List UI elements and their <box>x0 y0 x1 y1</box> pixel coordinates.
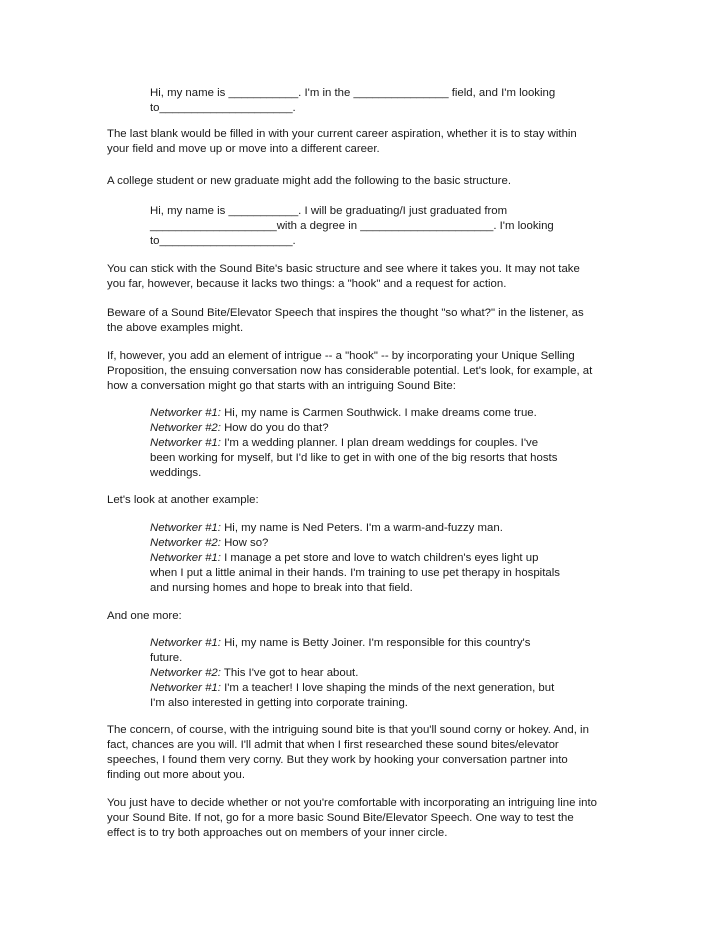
text-line: The last blank would be filled in with your current career aspiration, whether it is to stay within <box>107 128 577 140</box>
text-line: your Sound Bite. If not, go for a more basic Sound Bite/Elevator Speech. One way to test the <box>107 812 574 824</box>
speaker-label: Networker #1: <box>150 682 221 694</box>
dialog-line <box>150 536 590 551</box>
speaker-label: Networker #1: <box>150 522 221 534</box>
text-line: to_____________________. <box>150 102 296 114</box>
dialog-text: Hi, my name is Betty Joiner. I'm responsible for this country's <box>220 637 531 649</box>
text-line: A college student or new graduate might add the following to the basic structure. <box>107 175 511 187</box>
speaker-label: Networker #1: <box>150 437 221 449</box>
text-line: how a conversation might go that starts with an intriguing Sound Bite: <box>107 380 456 392</box>
dialog-text: How so? <box>220 537 269 549</box>
text-line: your field and move up or move into a different career. <box>107 143 380 155</box>
text-line: effect is to try both approaches out on members of your inner circle. <box>107 827 448 839</box>
template-basic <box>150 86 590 116</box>
dialog-line <box>150 436 590 451</box>
text-line: If, however, you add an element of intrigue -- a "hook" -- by incorporating your Unique Selling <box>107 350 575 362</box>
dialog-line <box>150 406 590 421</box>
speaker-label: Networker #1: <box>150 407 221 419</box>
paragraph-another-example <box>107 493 627 508</box>
template-graduate <box>150 204 590 249</box>
text-line: fact, chances are you will. I'll admit that when I first researched these sound bites/elevator <box>107 739 559 751</box>
dialog-example-3 <box>150 636 590 711</box>
paragraph-intrigue <box>107 349 627 394</box>
dialog-line: been working for myself, but I'd like to get in with one of the big resorts that hosts <box>150 452 558 464</box>
dialog-text: This I've got to hear about. <box>220 667 359 679</box>
text-line: you far, however, because it lacks two things: a "hook" and a request for action. <box>107 278 507 290</box>
dialog-line <box>150 421 590 436</box>
text-line: Proposition, the ensuing conversation now has considerable potential. Let's look, for example, at <box>107 365 593 377</box>
dialog-text: Hi, my name is Ned Peters. I'm a warm-and-fuzzy man. <box>220 522 503 534</box>
paragraph-concern <box>107 723 627 783</box>
text-line: Hi, my name is ___________. I'm in the _______________ field, and I'm looking <box>150 87 556 99</box>
text-line: And one more: <box>107 610 182 622</box>
text-line: You just have to decide whether or not you're comfortable with incorporating an intriguing line into <box>107 797 597 809</box>
paragraph-beware <box>107 306 627 336</box>
dialog-line <box>150 681 590 696</box>
text-line: The concern, of course, with the intriguing sound bite is that you'll sound corny or hokey. And, in <box>107 724 589 736</box>
speaker-label: Networker #1: <box>150 552 221 564</box>
dialog-line <box>150 551 590 566</box>
paragraph-one-more <box>107 609 627 624</box>
speaker-label: Networker #2: <box>150 667 221 679</box>
text-line: Let's look at another example: <box>107 494 259 506</box>
dialog-line: future. <box>150 652 183 664</box>
dialog-line: weddings. <box>150 467 202 479</box>
paragraph-decide <box>107 796 627 841</box>
text-line: Beware of a Sound Bite/Elevator Speech that inspires the thought "so what?" in the listener, as <box>107 307 584 319</box>
text-line: ____________________with a degree in _____________________. I'm looking <box>150 220 554 232</box>
text-line: the above examples might. <box>107 322 244 334</box>
speaker-label: Networker #2: <box>150 537 221 549</box>
dialog-line: and nursing homes and hope to break into that field. <box>150 582 413 594</box>
dialog-line <box>150 666 590 681</box>
speaker-label: Networker #1: <box>150 637 221 649</box>
text-line: Hi, my name is ___________. I will be graduating/I just graduated from <box>150 205 508 217</box>
text-line: finding out more about you. <box>107 769 246 781</box>
dialog-line: when I put a little animal in their hands. I'm training to use pet therapy in hospitals <box>150 567 560 579</box>
speaker-label: Networker #2: <box>150 422 221 434</box>
dialog-text: Hi, my name is Carmen Southwick. I make dreams come true. <box>220 407 537 419</box>
dialog-text: I manage a pet store and love to watch children's eyes light up <box>220 552 539 564</box>
paragraph-last-blank <box>107 127 627 157</box>
paragraph-basic-structure <box>107 262 627 292</box>
text-line: speeches, I found them very corny. But they work by hooking your conversation partner into <box>107 754 568 766</box>
dialog-line: I'm also interested in getting into corporate training. <box>150 697 408 709</box>
dialog-text: How do you do that? <box>220 422 329 434</box>
dialog-text: I'm a teacher! I love shaping the minds of the next generation, but <box>220 682 555 694</box>
dialog-example-2 <box>150 521 590 596</box>
dialog-line <box>150 636 590 651</box>
paragraph-college-student <box>107 174 627 189</box>
dialog-text: I'm a wedding planner. I plan dream weddings for couples. I've <box>220 437 539 449</box>
dialog-line <box>150 521 590 536</box>
text-line: to_____________________. <box>150 235 296 247</box>
dialog-example-1 <box>150 406 590 481</box>
text-line: You can stick with the Sound Bite's basic structure and see where it takes you. It may not take <box>107 263 580 275</box>
